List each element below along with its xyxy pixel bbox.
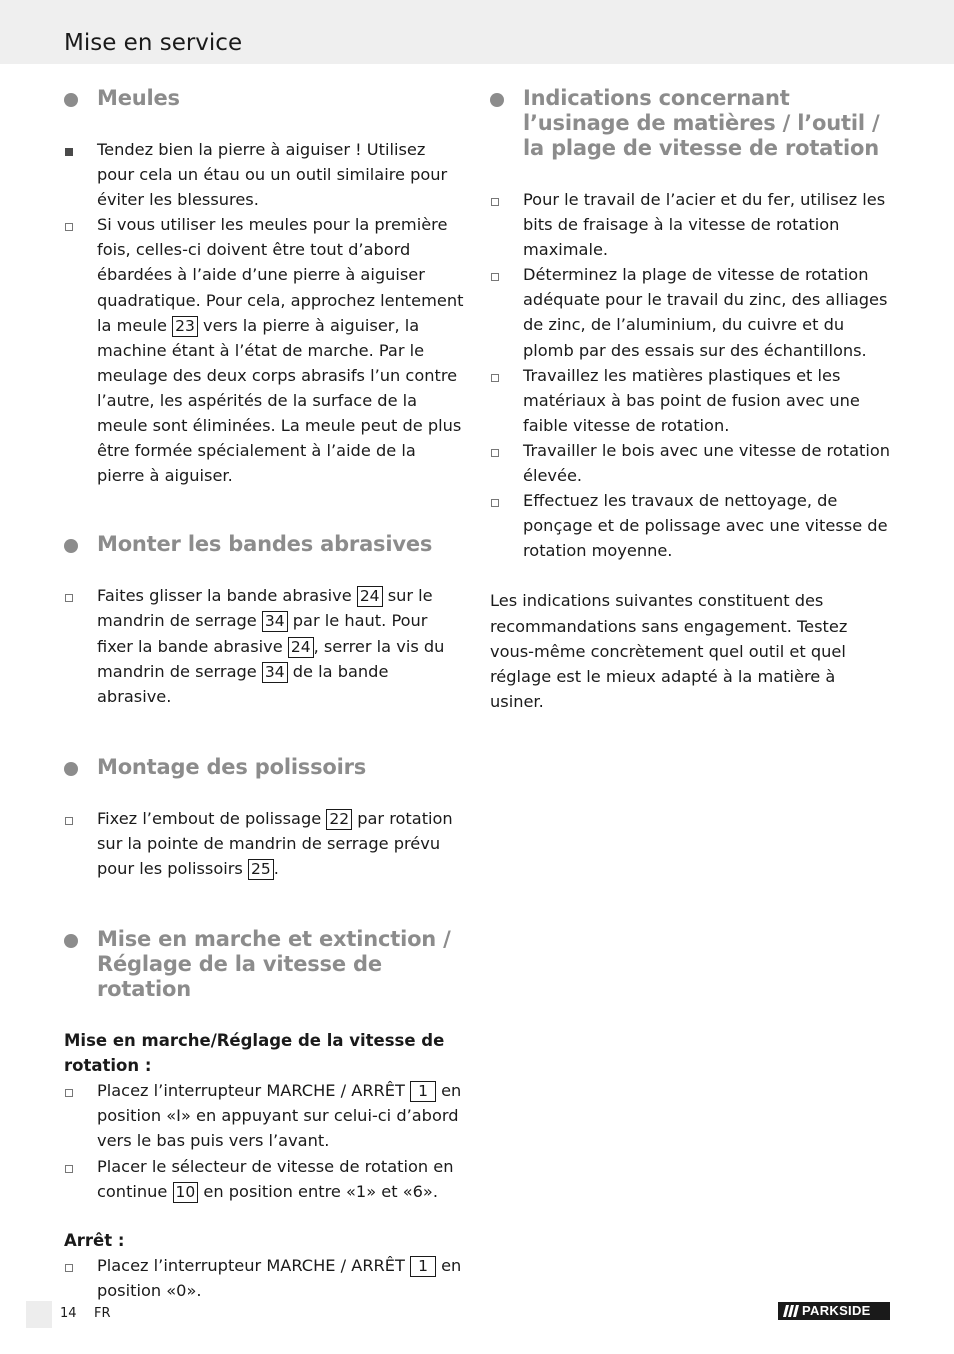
section-marche — [64, 927, 466, 1303]
checkbox-bullet-icon — [65, 817, 73, 825]
checkbox-bullet-icon — [491, 499, 499, 507]
instruction-list — [490, 187, 892, 563]
part-reference: 34 — [262, 611, 288, 632]
checkbox-bullet-icon — [491, 273, 499, 281]
section-indications — [490, 86, 892, 714]
checkbox-bullet-icon — [65, 1089, 73, 1097]
checkbox-bullet-icon — [491, 374, 499, 382]
instruction-list — [64, 137, 466, 488]
parkside-logo — [778, 1302, 890, 1320]
instruction-list — [64, 1253, 466, 1303]
part-reference: 34 — [262, 662, 288, 683]
section-meules — [64, 86, 466, 488]
list-item: Pour le travail de l’acier et du fer, utilisez les bits de fraisage à la vitesse de rotation maximale. — [490, 187, 892, 262]
page-number: 14 — [60, 1306, 77, 1321]
checkbox-bullet-icon — [491, 198, 499, 206]
part-reference: 22 — [326, 809, 352, 830]
recommendation-note: Les indications suivantes constituent des recommandations sans engagement. Testez vous-même concrètement quel outil et quel réglage est le mieux adapté à la matière à usiner. — [490, 591, 848, 711]
section-heading: Indications concernant l’usinage de matières / l’outil / la plage de vitesse de rotation — [490, 86, 892, 161]
bullet-dot-icon — [64, 762, 78, 776]
logo-stripes-icon — [783, 1305, 799, 1317]
list-item: Travailler le bois avec une vitesse de rotation élevée. — [490, 438, 892, 488]
subheading-marche: Mise en marche/Réglage de la vitesse de rotation : — [64, 1031, 445, 1076]
section-polissoirs — [64, 755, 466, 881]
page-header — [0, 0, 954, 64]
list-item: Déterminez la plage de vitesse de rotation adéquate pour le travail du zinc, des alliages de zinc, de l’aluminium, du cuivre et du plomb par des essais sur des échantillons. — [490, 262, 892, 362]
list-item: Placer le sélecteur de vitesse de rotation en continue 10 en position entre «1» et «6». — [64, 1154, 466, 1204]
part-reference: 25 — [248, 859, 274, 880]
page-title: Mise en service — [64, 30, 243, 56]
checkbox-bullet-icon — [65, 1264, 73, 1272]
checkbox-bullet-icon — [65, 223, 73, 231]
section-heading: Mise en marche et extinction / Réglage de la vitesse de rotation — [64, 927, 466, 1002]
footer-marker — [26, 1301, 52, 1328]
section-heading: Monter les bandes abrasives — [64, 532, 466, 557]
part-reference: 1 — [410, 1081, 436, 1102]
brand-name: PARKSIDE — [802, 1303, 871, 1318]
list-item: Tendez bien la pierre à aiguiser ! Utilisez pour cela un étau ou un outil similaire pour éviter les blessures. — [64, 137, 466, 212]
section-heading: Meules — [64, 86, 466, 111]
list-item: Si vous utiliser les meules pour la première fois, celles-ci doivent être tout d’abord ébardées à l’aide d’une pierre à aiguiser quadratique. Pour cela, approchez lentement la meule 23 vers la pierre à aiguiser, la machine étant à l’état de marche. Par le meulage des deux corps abrasifs l’un contre l’autre, les aspérités de la surface de la meule sont éliminées. La meule peut de plus être formée spécialement à l’aide de la pierre à aiguiser. — [64, 212, 466, 488]
list-item: Travaillez les matières plastiques et les matériaux à bas point de fusion avec une faible vitesse de rotation. — [490, 363, 892, 438]
instruction-list — [64, 806, 466, 881]
section-bandes — [64, 532, 466, 708]
checkbox-bullet-icon — [491, 449, 499, 457]
language-code: FR — [94, 1306, 111, 1321]
checkbox-bullet-icon — [65, 594, 73, 602]
bullet-dot-icon — [64, 539, 78, 553]
checkbox-bullet-icon — [65, 1165, 73, 1173]
part-reference: 23 — [172, 316, 198, 337]
part-reference: 1 — [410, 1256, 436, 1277]
instruction-list — [64, 583, 466, 708]
list-item: Effectuez les travaux de nettoyage, de ponçage et de polissage avec une vitesse de rotation moyenne. — [490, 488, 892, 563]
subheading-arret: Arrêt : — [64, 1230, 125, 1250]
instruction-list — [64, 1078, 466, 1203]
list-item: Fixez l’embout de polissage 22 par rotation sur la pointe de mandrin de serrage prévu pour les polissoirs 25 . — [64, 806, 466, 881]
right-column — [490, 84, 892, 712]
list-item: Placez l’interrupteur MARCHE / ARRÊT 1 en position «0». — [64, 1253, 466, 1303]
list-item: Placez l’interrupteur MARCHE / ARRÊT 1 en position «I» en appuyant sur celui-ci d’abord vers le bas puis vers l’avant. — [64, 1078, 466, 1153]
section-heading: Montage des polissoirs — [64, 755, 466, 780]
list-item: Faites glisser la bande abrasive 24 sur le mandrin de serrage 34 par le haut. Pour fixer la bande abrasive 24 , serrer la vis du mandrin de serrage 34 de la bande abrasive. — [64, 583, 466, 708]
bullet-dot-icon — [64, 934, 78, 948]
part-reference: 24 — [288, 637, 314, 658]
left-column — [64, 84, 466, 1303]
part-reference: 24 — [357, 586, 383, 607]
bullet-dot-icon — [490, 93, 504, 107]
bullet-dot-icon — [64, 93, 78, 107]
part-reference: 10 — [173, 1182, 199, 1203]
square-bullet-icon — [65, 148, 73, 156]
